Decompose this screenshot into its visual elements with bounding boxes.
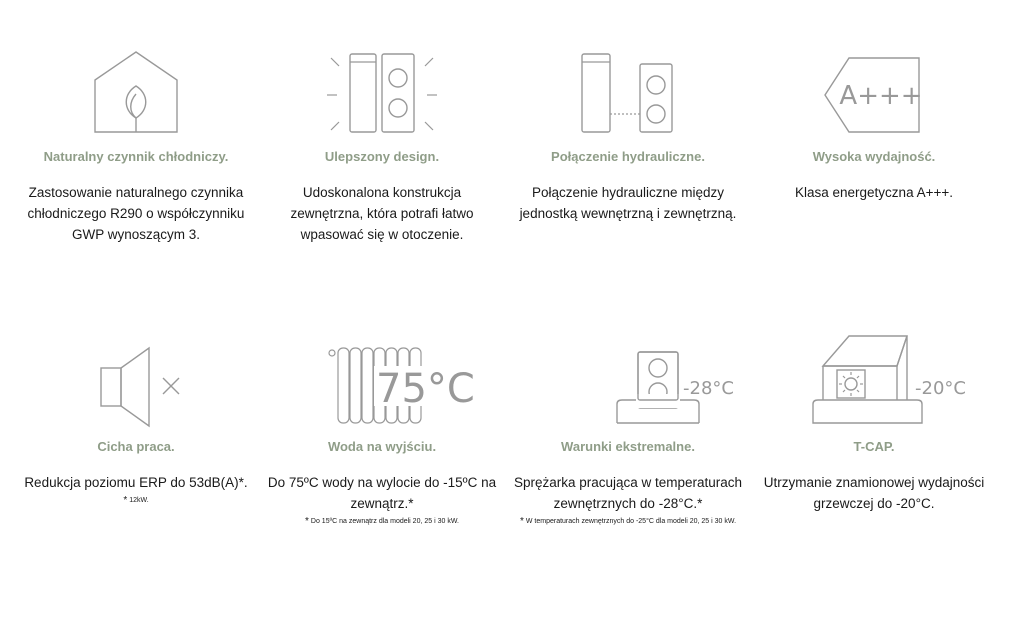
feature-water-output	[259, 330, 505, 528]
energy-label-text: A+++	[839, 81, 923, 111]
feature-description: Do 75ºC wody na wylocie do -15ºC na zewnątrz.*	[267, 475, 497, 511]
hydraulic-connection-icon	[568, 40, 688, 135]
feature-description: Sprężarka pracująca w temperaturach zewnętrznych do -28°C.*	[513, 475, 743, 511]
feature-description: Redukcja poziomu ERP do 53dB(A)*.	[24, 475, 248, 490]
footnote-marker: *	[123, 495, 128, 506]
feature-title: Naturalny czynnik chłodniczy.	[43, 149, 229, 164]
feature-title: Połączenie hydrauliczne.	[551, 149, 705, 164]
feature-description: Udoskonalona konstrukcja zewnętrzna, która potrafi łatwo wpasować się w otoczenie.	[290, 185, 474, 242]
feature-efficiency	[751, 40, 997, 203]
feature-title: Ulepszony design.	[324, 149, 440, 164]
footnote-marker: *	[519, 516, 524, 527]
radiator-temperature-icon	[302, 330, 475, 425]
footnote-text: W temperaturach zewnętrznych do -25°C dla modeli 20, 25 i 30 kW.	[525, 518, 737, 525]
feature-description: Klasa energetyczna A+++.	[795, 185, 953, 200]
outdoor-unit-design-icon	[307, 40, 457, 135]
feature-natural-refrigerant	[13, 40, 259, 245]
feature-extreme-conditions	[505, 330, 751, 528]
temperature-text: -28°C	[683, 378, 734, 399]
outdoor-unit-cold-icon	[553, 330, 734, 425]
feature-footnote	[259, 516, 505, 528]
feature-quiet	[13, 330, 259, 507]
feature-design	[259, 40, 505, 245]
feature-title: Wysoka wydajność.	[812, 149, 936, 164]
house-heating-icon	[789, 330, 966, 425]
feature-footnote	[505, 516, 751, 528]
feature-tcap	[751, 330, 997, 514]
temperature-text: 75°C	[376, 366, 475, 412]
temperature-text: -20°C	[915, 378, 966, 399]
feature-hydraulic-connection	[505, 40, 751, 224]
footnote-text: Do 15ºC na zewnątrz dla modeli 20, 25 i 30 kW.	[310, 518, 459, 525]
energy-label-icon	[819, 40, 929, 135]
feature-description: Połączenie hydrauliczne między jednostką wewnętrzną i zewnętrzną.	[519, 185, 737, 221]
feature-description: Utrzymanie znamionowej wydajności grzewczej do -20°C.	[763, 475, 985, 511]
feature-description: Zastosowanie naturalnego czynnika chłodniczego R290 o współczynniku GWP wynoszącym 3.	[27, 185, 245, 242]
speaker-mute-icon	[81, 330, 191, 425]
feature-title: Warunki ekstremalne.	[561, 439, 695, 454]
eco-house-icon	[91, 40, 181, 135]
feature-title: Woda na wyjściu.	[327, 439, 437, 454]
footnote-marker: *	[305, 516, 309, 527]
feature-footnote	[13, 495, 259, 507]
feature-title: Cicha praca.	[97, 439, 175, 454]
footnote-text: 12kW.	[129, 497, 149, 504]
feature-title: T-CAP.	[853, 439, 895, 454]
